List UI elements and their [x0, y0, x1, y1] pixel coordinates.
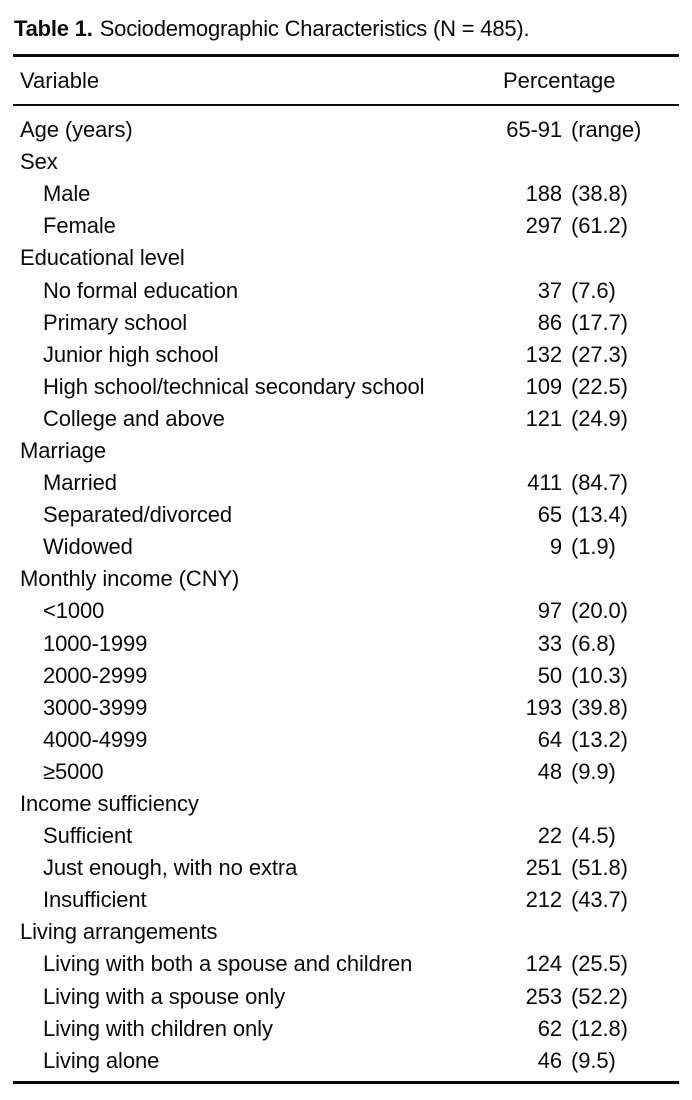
row-count: 65-91 [506, 117, 562, 143]
row-count: 46 [537, 1047, 562, 1073]
row-label: Male [43, 181, 91, 207]
row-label: Junior high school [43, 341, 219, 367]
row-percentage: (22.5) [571, 373, 628, 399]
row-label: Living alone [43, 1047, 160, 1073]
row-count: 33 [537, 630, 562, 656]
table-row [13, 628, 679, 660]
row-percentage: (52.2) [571, 983, 628, 1009]
row-label: Just enough, with no extra [43, 855, 298, 881]
row-label: Sufficient [43, 823, 133, 849]
row-percentage: (10.3) [571, 662, 628, 688]
row-percentage: (27.3) [571, 341, 628, 367]
row-label: 1000-1999 [43, 630, 148, 656]
table-row [13, 692, 679, 724]
row-count: 62 [537, 1015, 562, 1041]
table-section-row [13, 146, 679, 178]
table-row [13, 884, 679, 916]
row-percentage: (39.8) [571, 694, 628, 720]
row-label: Living with a spouse only [43, 983, 286, 1009]
row-count: 65 [537, 502, 562, 528]
row-count: 109 [525, 373, 562, 399]
table-row [13, 307, 679, 339]
table-section-row [13, 435, 679, 467]
table-row [13, 981, 679, 1013]
row-percentage: (9.5) [571, 1047, 616, 1073]
row-label: Marriage [20, 437, 107, 463]
table-row [13, 467, 679, 499]
row-label: Living arrangements [20, 919, 218, 945]
row-label: Sex [20, 149, 58, 175]
table-row [13, 820, 679, 852]
row-count: 22 [537, 823, 562, 849]
table-section-row [13, 916, 679, 948]
row-count: 9 [549, 534, 562, 560]
table-title [14, 14, 679, 44]
row-percentage: (61.2) [571, 213, 628, 239]
row-percentage: (4.5) [571, 823, 616, 849]
row-percentage: (51.8) [571, 855, 628, 881]
table-section-row [13, 563, 679, 595]
row-label: 4000-4999 [43, 726, 148, 752]
table-row [13, 499, 679, 531]
table-row [13, 1013, 679, 1045]
table-section-row [13, 788, 679, 820]
row-label: Income sufficiency [20, 791, 199, 817]
row-label: Female [43, 213, 116, 239]
row-percentage: (43.7) [571, 887, 628, 913]
row-percentage: (17.7) [571, 309, 628, 335]
row-percentage: (13.2) [571, 726, 628, 752]
row-label: Insufficient [43, 887, 147, 913]
row-label: Educational level [20, 245, 185, 271]
table-row [13, 756, 679, 788]
row-label: ≥5000 [43, 758, 104, 784]
table-section-row [13, 242, 679, 274]
row-count: 48 [537, 758, 562, 784]
row-label: Living with children only [43, 1015, 273, 1041]
row-percentage: (20.0) [571, 598, 628, 624]
row-label: Primary school [43, 309, 188, 335]
table-caption: Sociodemographic Characteristics (N = 485). [99, 16, 530, 41]
row-label: High school/technical secondary school [43, 373, 425, 399]
row-count: 37 [537, 277, 562, 303]
column-header-variable: Variable [20, 67, 100, 93]
table-row [13, 595, 679, 627]
row-percentage: (38.8) [571, 181, 628, 207]
row-label: Separated/divorced [43, 502, 232, 528]
row-percentage: (84.7) [571, 470, 628, 496]
row-percentage: (9.9) [571, 758, 616, 784]
row-count: 193 [525, 694, 562, 720]
row-count: 411 [527, 470, 562, 496]
table-row [13, 531, 679, 563]
table-header-row [13, 57, 679, 106]
row-count: 64 [537, 726, 562, 752]
row-label: Living with both a spouse and children [43, 951, 413, 977]
row-label: Age (years) [20, 117, 133, 143]
row-label: Widowed [43, 534, 133, 560]
row-label: Monthly income (CNY) [20, 566, 240, 592]
table-row [13, 1045, 679, 1077]
table-body [13, 106, 679, 1081]
row-percentage: (1.9) [571, 534, 616, 560]
row-label: College and above [43, 405, 225, 431]
row-percentage: (25.5) [571, 951, 628, 977]
sociodemographic-table [13, 54, 679, 1084]
table-row [13, 371, 679, 403]
row-label: 2000-2999 [43, 662, 148, 688]
row-label: 3000-3999 [43, 694, 148, 720]
table-row [13, 114, 679, 146]
table-row [13, 274, 679, 306]
row-count: 253 [525, 983, 562, 1009]
row-label: Married [43, 470, 117, 496]
row-percentage: (7.6) [571, 277, 616, 303]
row-percentage: (range) [571, 117, 642, 143]
table-row [13, 660, 679, 692]
row-count: 86 [537, 309, 562, 335]
column-header-percentage: Percentage [503, 67, 616, 93]
row-count: 124 [525, 951, 562, 977]
row-count: 212 [525, 887, 562, 913]
table-row [13, 852, 679, 884]
row-label: No formal education [43, 277, 238, 303]
table-row [13, 724, 679, 756]
row-count: 297 [525, 213, 562, 239]
row-count: 251 [525, 855, 562, 881]
row-count: 188 [525, 181, 562, 207]
table-row [13, 210, 679, 242]
table-row [13, 948, 679, 980]
row-percentage: (13.4) [571, 502, 628, 528]
row-count: 132 [525, 341, 562, 367]
row-percentage: (24.9) [571, 405, 628, 431]
table-row [13, 178, 679, 210]
row-label: <1000 [43, 598, 105, 624]
table-row [13, 403, 679, 435]
table-number: Table 1. [14, 16, 93, 41]
row-count: 50 [537, 662, 562, 688]
table-row [13, 339, 679, 371]
row-percentage: (12.8) [571, 1015, 628, 1041]
row-count: 121 [525, 405, 562, 431]
row-percentage: (6.8) [571, 630, 616, 656]
row-count: 97 [537, 598, 562, 624]
